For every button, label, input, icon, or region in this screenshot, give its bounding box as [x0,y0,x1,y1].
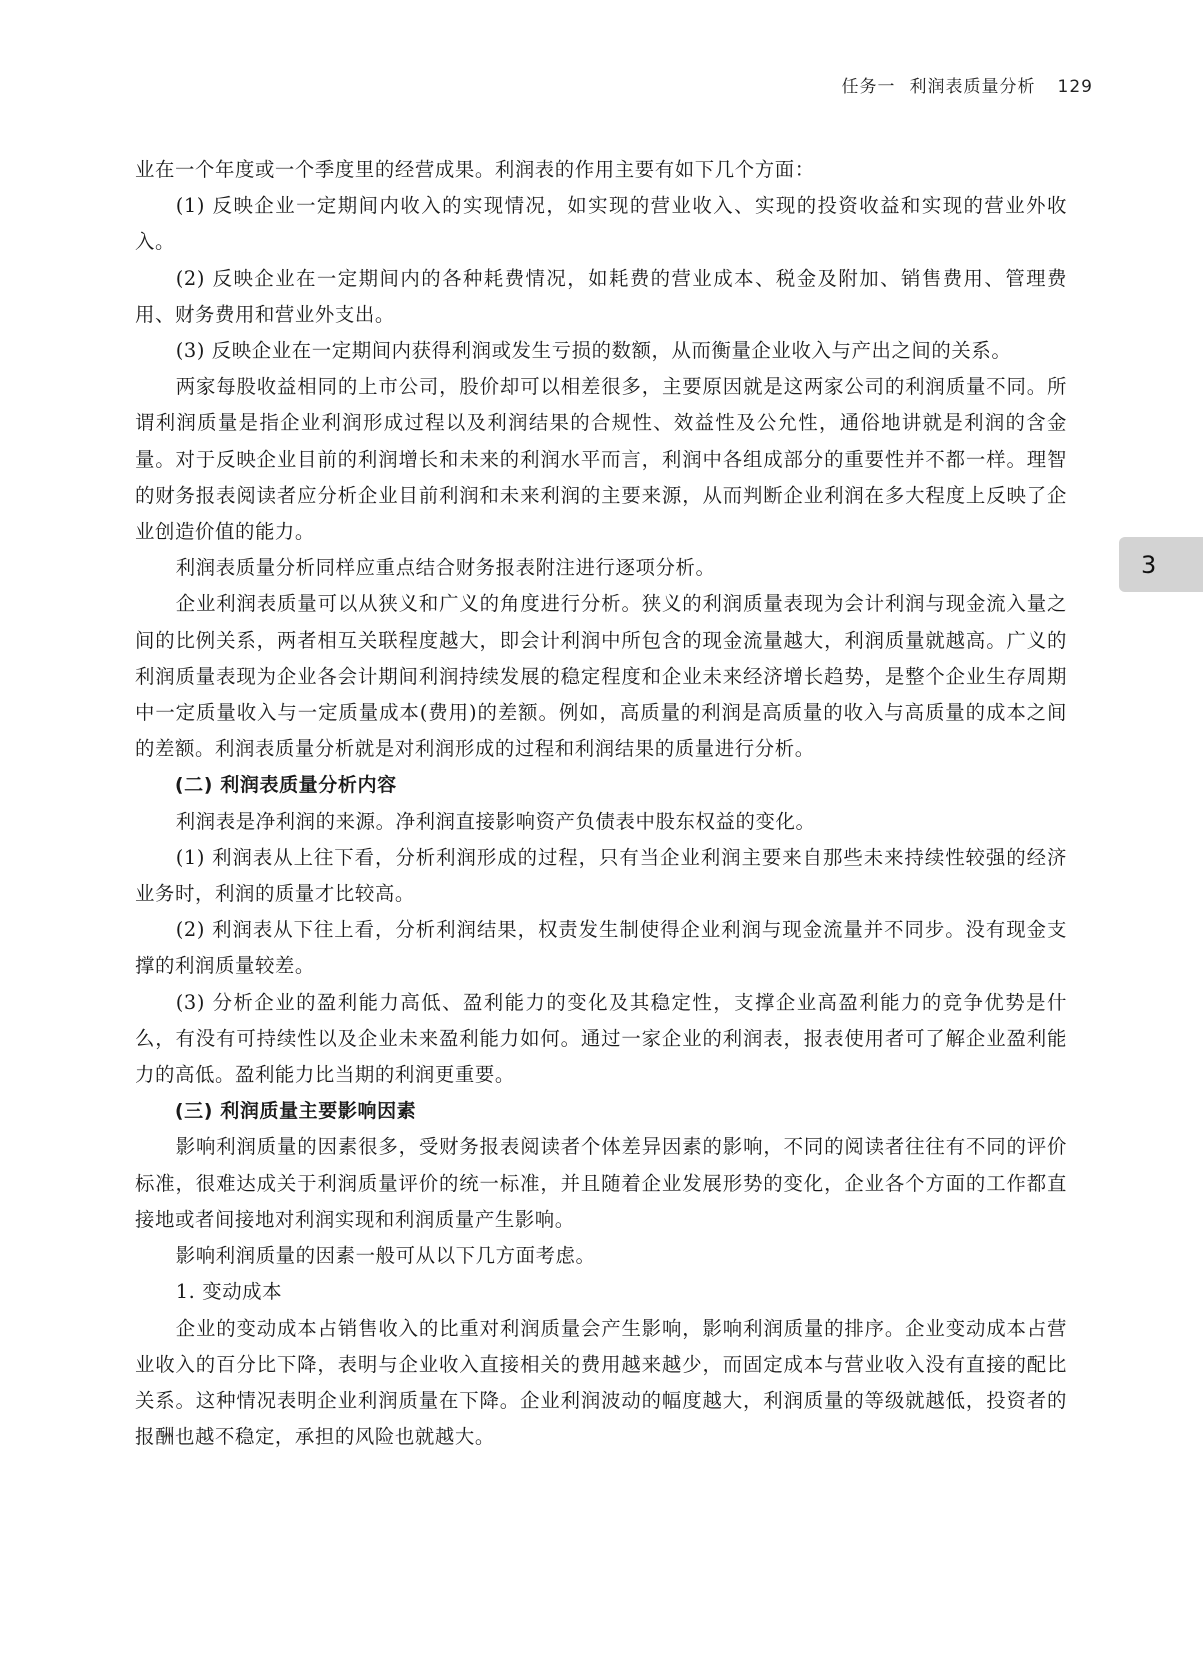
subsection-heading: 1. 变动成本 [175,1280,283,1304]
paragraph: 业在一个年度或一个季度里的经营成果。利润表的作用主要有如下几个方面： [135,158,815,181]
paragraph: 影响利润质量的因素很多，受财务报表阅读者个体差异因素的影响，不同的阅读者往往有不同的评价标准，很难达成关于利润质量评价的统一标准，并且随着企业发展形势的变化，企业各个方面的工作都直接地或者间接地对利润实现和利润质量产生影响。 [135,1135,1067,1231]
header-section: 任务一 [841,77,896,97]
paragraph: 企业利润表质量可以从狭义和广义的角度进行分析。狭义的利润质量表现为会计利润与现金流入量之间的比例关系，两者相互关联程度越大，即会计利润中所包含的现金流量越大，利润质量就越高。广义的利润质量表现为企业各会计期间利润持续发展的稳定程度和企业未来经济增长趋势，是整个企业生存周期中一定质量收入与一定质量成本(费用)的差额。例如，高质量的利润是高质量的收入与高质量的成本之间的差额。利润表质量分析就是对利润形成的过程和利润结果的质量进行分析。 [135,592,1067,761]
paragraph: (1) 利润表从上往下看，分析利润形成的过程，只有当企业利润主要来自那些未来持续性较强的经济业务时，利润的质量才比较高。 [135,845,1067,906]
running-header [842,72,1093,97]
paragraph: (3) 反映企业在一定期间内获得利润或发生亏损的数额，从而衡量企业收入与产出之间的关系。 [175,339,1012,363]
header-title: 利润表质量分析 [909,77,1036,97]
paragraph: (3) 分析企业的盈利能力高低、盈利能力的变化及其稳定性，支撑企业高盈利能力的竞争优势是什么，有没有可持续性以及企业未来盈利能力如何。通过一家企业的利润表，报表使用者可了解企业盈利能力的高低。盈利能力比当期的利润更重要。 [135,990,1067,1087]
paragraph: 两家每股收益相同的上市公司，股价却可以相差很多，主要原因就是这两家公司的利润质量不同。所谓利润质量是指企业利润形成过程以及利润结果的合规性、效益性及公允性，通俗地讲就是利润的含金量。对于反映企业目前的利润增长和未来的利润水平而言，利润中各组成部分的重要性并不都一样。理智的财务报表阅读者应分析企业目前利润和未来利润的主要来源，从而判断企业利润在多大程度上反映了企业创造价值的能力。 [135,375,1067,544]
paragraph: 影响利润质量的因素一般可从以下几方面考虑。 [175,1244,596,1268]
chapter-tab-label: 3 [1141,550,1157,579]
page-number: 129 [1057,77,1093,97]
chapter-tab [1119,537,1203,592]
page-body [135,152,1067,1455]
paragraph: (2) 利润表从下往上看，分析利润结果，权责发生制使得企业利润与现金流量并不同步。没有现金支撑的利润质量较差。 [135,918,1067,978]
paragraph: 利润表是净利润的来源。净利润直接影响资产负债表中股东权益的变化。 [175,809,816,833]
paragraph: (1) 反映企业一定期间内收入的实现情况，如实现的营业收入、实现的投资收益和实现的营业外收入。 [135,194,1067,254]
section-heading: (二) 利润表质量分析内容 [174,774,397,797]
paragraph: (2) 反映企业在一定期间内的各种耗费情况，如耗费的营业成本、税金及附加、销售费用、管理费用、财务费用和营业外支出。 [135,266,1067,326]
paragraph: 利润表质量分析同样应重点结合财务报表附注进行逐项分析。 [175,556,716,580]
paragraph: 企业的变动成本占销售收入的比重对利润质量会产生影响，影响利润质量的排序。企业变动成本占营业收入的百分比下降，表明与企业收入直接相关的费用越来越少，而固定成本与营业收入没有直接的配比关系。这种情况表明企业利润质量在下降。企业利润波动的幅度越大，利润质量的等级就越低，投资者的报酬也越不稳定，承担的风险也就越大。 [135,1316,1067,1449]
section-heading: (三) 利润质量主要影响因素 [174,1100,417,1123]
